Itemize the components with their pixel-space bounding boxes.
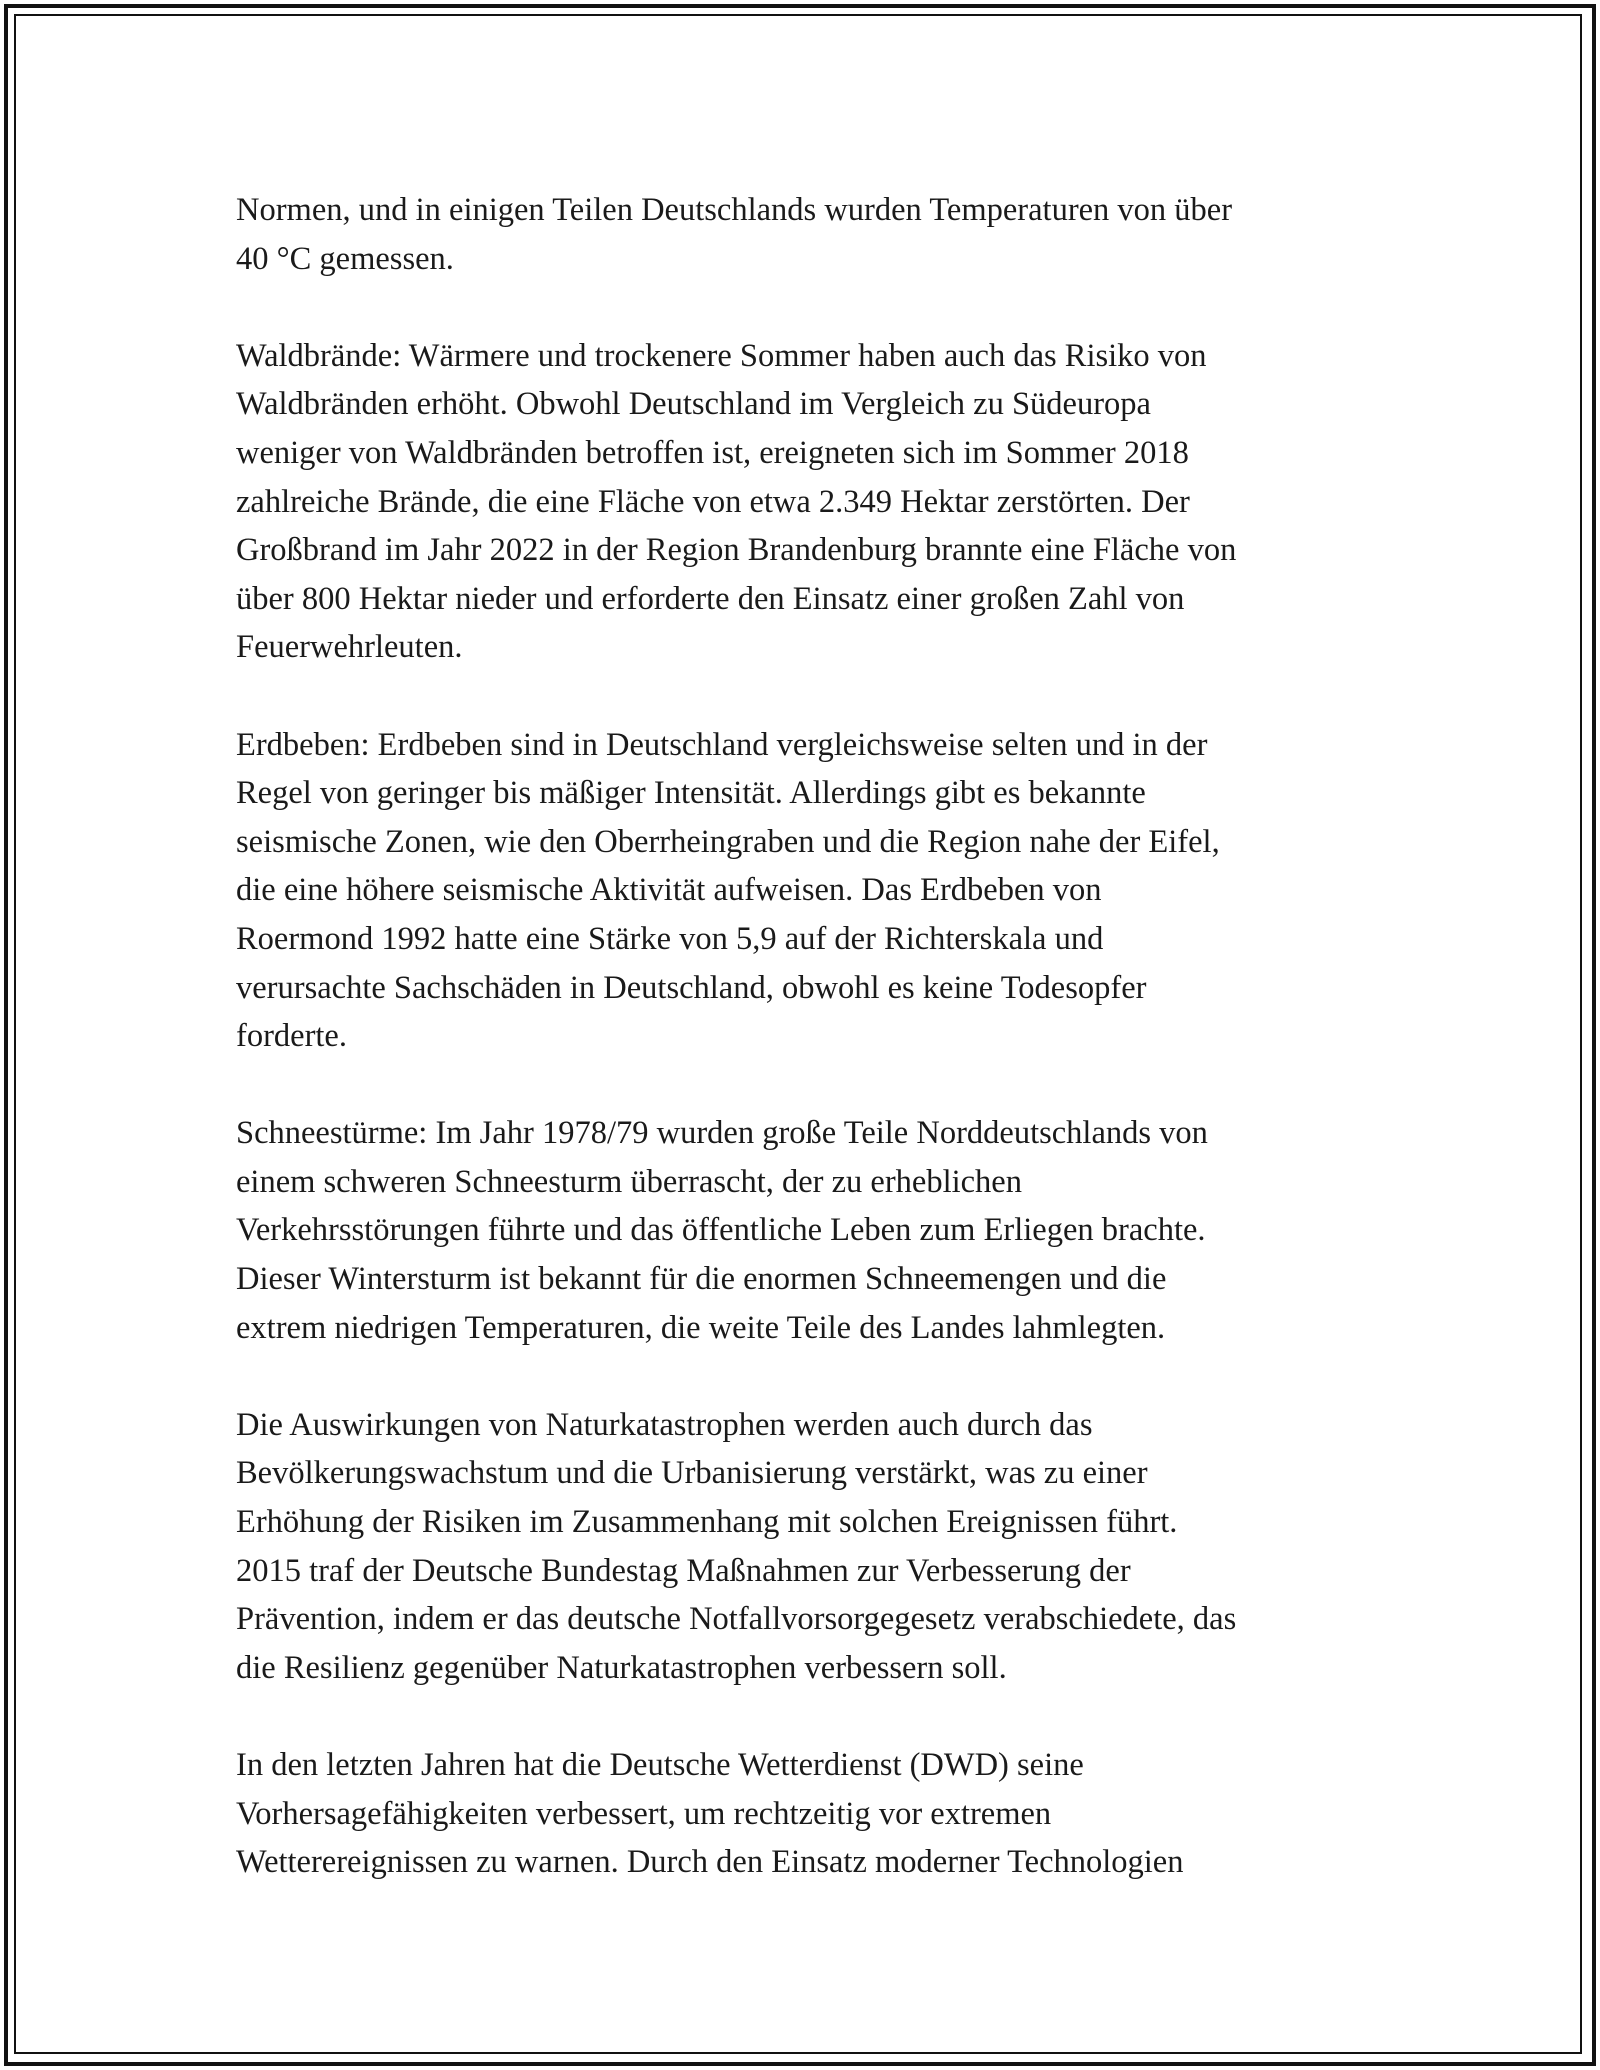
paragraph-snowstorms: Schneestürme: Im Jahr 1978/79 wurden große Teile Norddeutschlands von einem schweren Schneesturm überrascht, der zu erheblichen Verkehrsstörungen führte und das öffentliche Leben zum Erliegen brachte. Dieser Wintersturm ist bekannt für die enormen Schneemengen und die extrem niedrigen Temperaturen, die weite Teile des Landes lahmlegten. [236, 1115, 1208, 1346]
paragraph-earthquakes: Erdbeben: Erdbeben sind in Deutschland vergleichsweise selten und in der Regel von geringer bis mäßiger Intensität. Allerdings gibt es bekannte seismische Zonen, wie den Oberrheingraben und die Region nahe der Eifel, die eine höhere seismische Aktivität aufweisen. Das Erdbeben von Roermond 1992 hatte eine Stärke von 5,9 auf der Richterskala und verursachte Sachschäden in Deutschland, obwohl es keine Todesopfer forderte. [236, 726, 1220, 1055]
paragraph-impacts: Die Auswirkungen von Naturkatastrophen werden auch durch das Bevölkerungswachstum und die Urbanisierung verstärkt, was zu einer Erhöhung der Risiken im Zusammenhang mit solchen Ereignissen führt. 2015 traf der Deutsche Bundestag Maßnahmen zur Verbesserung der Prävention, indem er das deutsche Notfallvorsorgegesetz verabschiedete, das die Resilienz gegenüber Naturkatastrophen verbessern soll. [236, 1406, 1237, 1686]
paragraph-wildfires: Waldbrände: Wärmere und trockenere Sommer haben auch das Risiko von Waldbränden erhöht. Obwohl Deutschland im Vergleich zu Südeuropa weniger von Waldbränden betroffen ist, ereigneten sich im Sommer 2018 zahlreiche Brände, die eine Fläche von etwa 2.349 Hektar zerstörten. Der Großbrand im Jahr 2022 in der Region Brandenburg brannte eine Fläche von über 800 Hektar nieder und erforderte den Einsatz einer großen Zahl von Feuerwehrleuten. [236, 337, 1237, 666]
document-body [236, 186, 1386, 1935]
paragraph-dwd-forecasting: In den letzten Jahren hat die Deutsche Wetterdienst (DWD) seine Vorhersagefähigkeiten verbessert, um rechtzeitig vor extremen Wetterereignissen zu warnen. Durch den Einsatz moderner Technologien [236, 1747, 1184, 1881]
paragraph-heat-continuation: Normen, und in einigen Teilen Deutschlands wurden Temperaturen von über 40 °C gemessen. [236, 192, 1233, 277]
